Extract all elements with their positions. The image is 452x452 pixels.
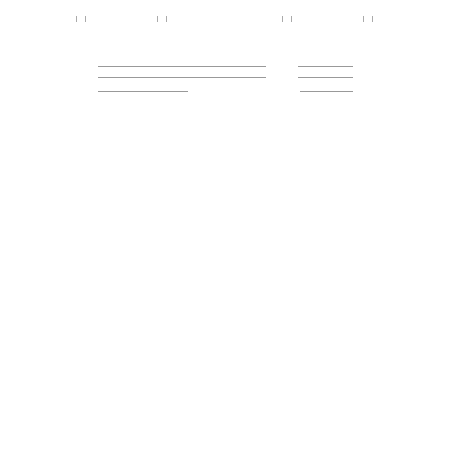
- binding-tab: [282, 16, 292, 22]
- barcode: [97, 396, 129, 408]
- ledger-grid: [97, 108, 355, 398]
- alphabet-index: [88, 40, 368, 50]
- conto-line: [98, 77, 266, 78]
- binding-tab: [76, 16, 86, 22]
- partita-iva-boxes: [300, 86, 353, 92]
- codice-fiscale-boxes: [98, 86, 188, 92]
- product-code: [323, 403, 326, 408]
- binding-tab: [157, 16, 167, 22]
- ledger-table: [97, 108, 355, 398]
- scheda-line: [98, 66, 266, 67]
- conto-label: [268, 72, 274, 77]
- scheda-number-line: [298, 66, 353, 67]
- conto-number-line: [298, 77, 353, 78]
- scheda-label: [268, 61, 276, 66]
- binding-tab: [363, 16, 373, 22]
